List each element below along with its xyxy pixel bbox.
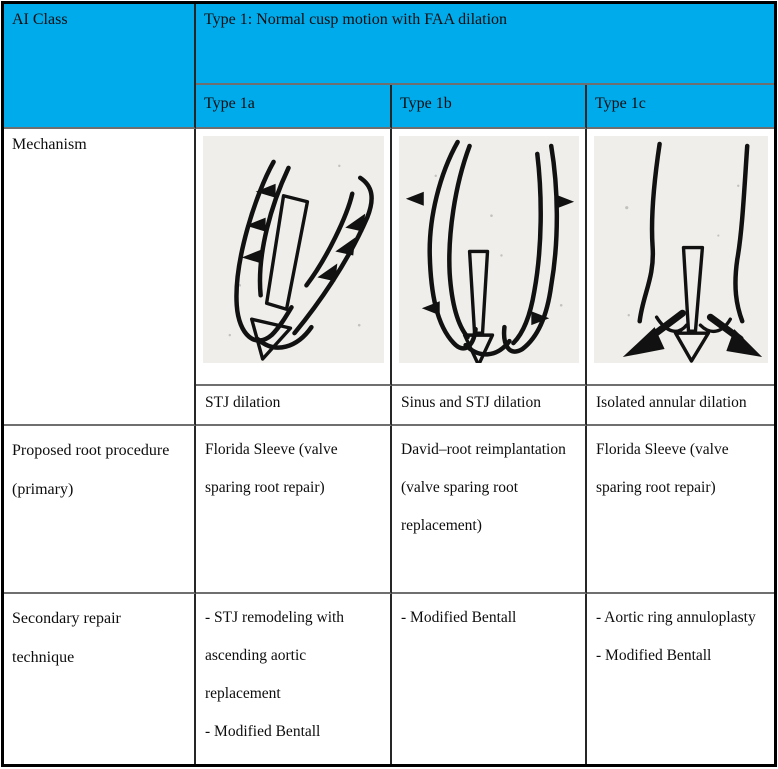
mechanism-row: [4, 129, 774, 386]
aortic-wall-left: [430, 142, 476, 348]
subtype-1b-cell: Type 1b: [392, 85, 587, 129]
mechanism-cell-1b: [392, 129, 587, 386]
secondary-item: - Modified Bentall: [205, 723, 321, 740]
secondary-cell-1c: [587, 594, 774, 764]
proposed-cell-1a: Florida Sleeve (valve sparing root repair): [196, 426, 392, 594]
header-row-type: [4, 4, 774, 85]
type1-title-cell: Type 1: Normal cusp motion with FAA dilation: [196, 4, 774, 85]
secondary-repair-row: [4, 594, 774, 764]
proposed-procedure-label-cell: Proposed root procedure (primary): [4, 426, 196, 594]
secondary-item: - Modified Bentall: [401, 609, 517, 626]
proposed-cell-1b: David–root reimplantation (valve sparing root replacement): [392, 426, 587, 594]
mechanism-cell-1a: [196, 129, 392, 386]
proposed-procedure-row: [4, 426, 774, 594]
aortic-root-sinus-stj-dilation-sketch: [399, 136, 579, 363]
subtype-1a-cell: Type 1a: [196, 85, 392, 129]
secondary-repair-label-cell: Secondary repair technique: [4, 594, 196, 764]
proposed-cell-1c: Florida Sleeve (valve sparing root repair): [587, 426, 774, 594]
aortic-wall-left: [640, 144, 660, 321]
mechanism-cell-1c: [587, 129, 774, 386]
secondary-item: - STJ remodeling with ascending aortic replacement: [205, 609, 345, 702]
aortic-root-stj-dilation-sketch: [203, 136, 384, 363]
aortic-wall-right: [735, 146, 747, 321]
secondary-cell-1a: [196, 594, 392, 764]
ai-class-header-cell: AI Class: [4, 4, 196, 129]
aortic-root-annular-dilation-sketch: [594, 136, 768, 363]
caption-1b: Sinus and STJ dilation: [392, 386, 587, 426]
regurgitant-flow-arrow: [676, 248, 709, 362]
annular-dilation-arrow-left: [623, 313, 683, 357]
secondary-item: - Modified Bentall: [596, 647, 712, 664]
caption-1c: Isolated annular dilation: [587, 386, 774, 426]
annular-dilation-arrow-right: [710, 317, 762, 357]
mechanism-label-cell: Mechanism: [4, 129, 196, 426]
caption-1a: STJ dilation: [196, 386, 392, 426]
secondary-cell-1b: [392, 594, 587, 764]
secondary-item: - Aortic ring annuloplasty: [596, 609, 756, 626]
subtype-1c-cell: Type 1c: [587, 85, 774, 129]
regurgitant-flow-arrow: [465, 251, 493, 363]
ai-classification-table: [1, 1, 777, 767]
